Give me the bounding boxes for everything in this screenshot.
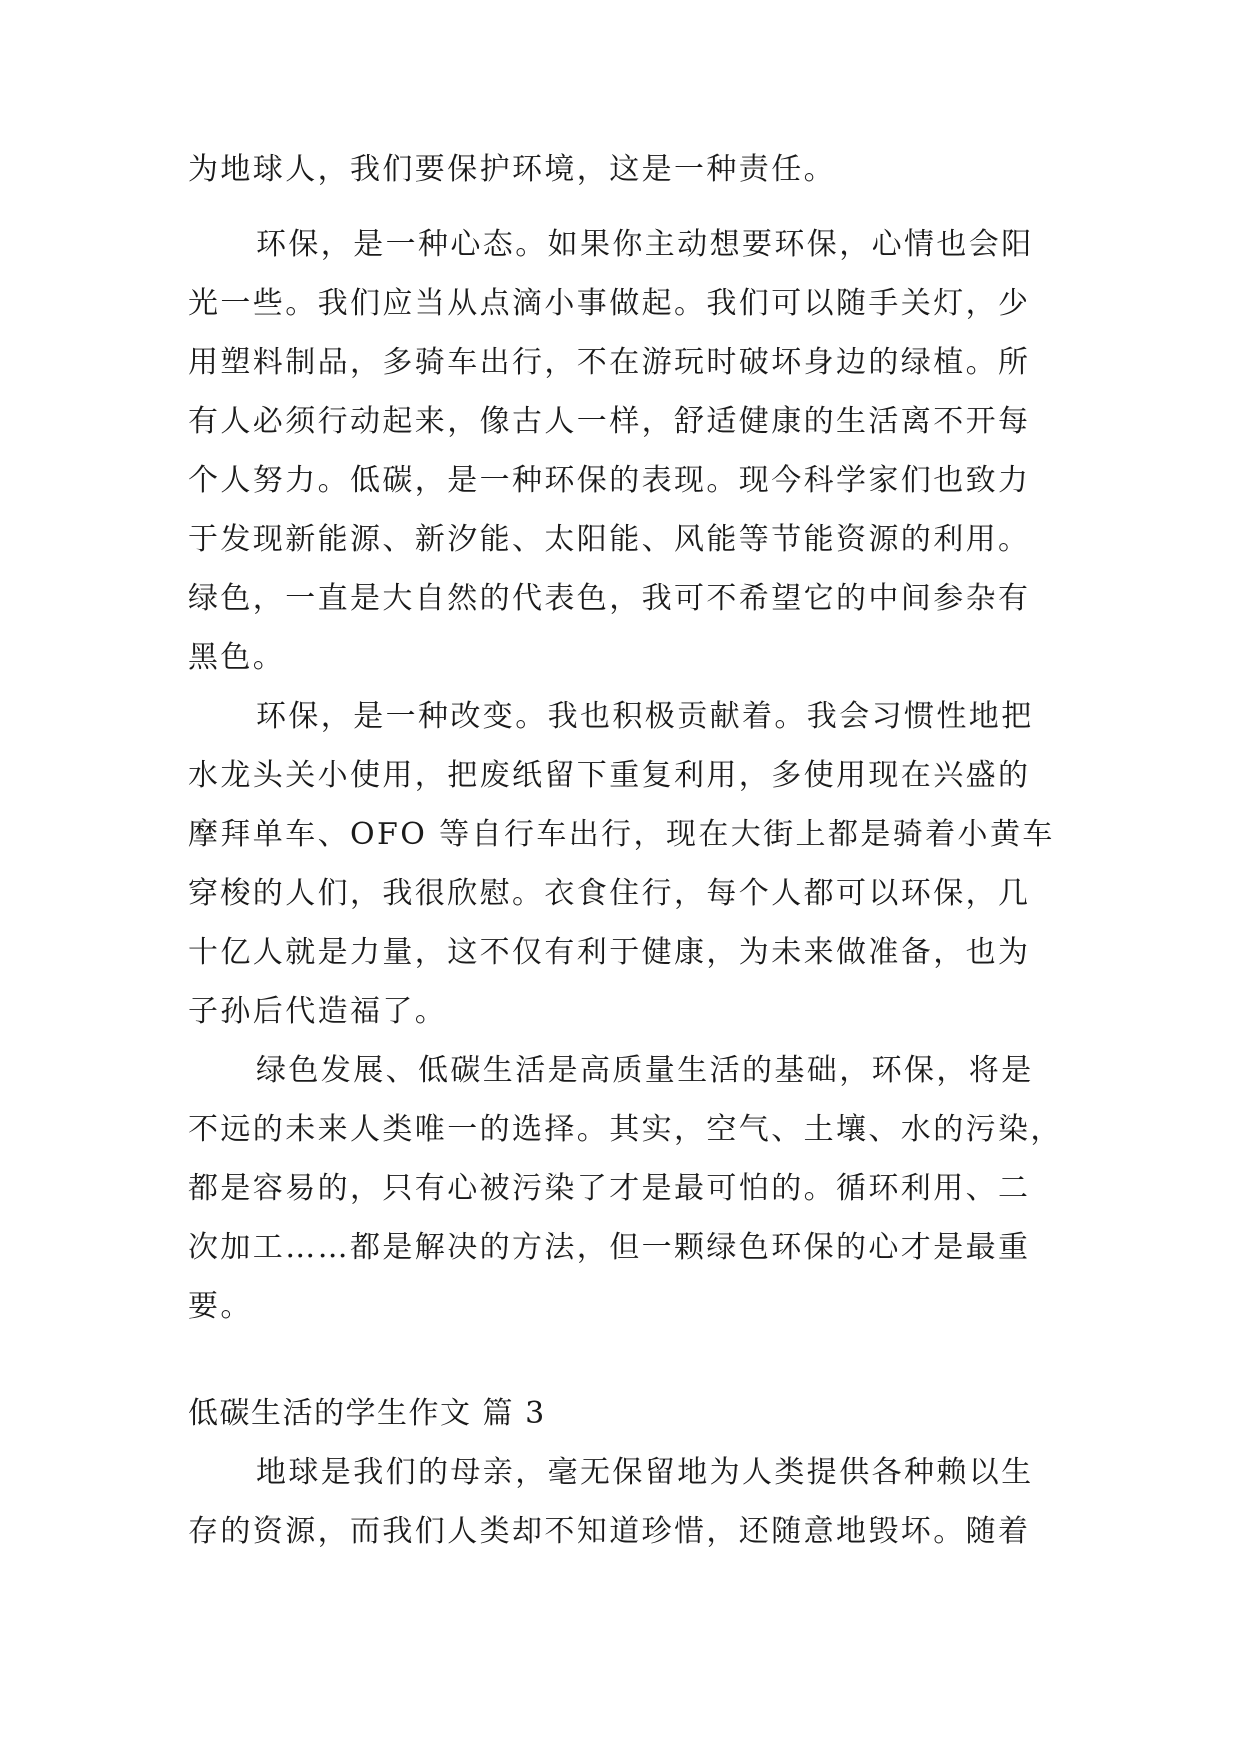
text-line: 子孙后代造福了。	[188, 994, 448, 1029]
text-line: 存的资源，而我们人类却不知道珍惜，还随意地毁坏。随着	[188, 1514, 1031, 1549]
text-line: 次加工……都是解决的方法，但一颗绿色环保的心才是最重	[188, 1230, 1031, 1265]
text-line: 绿色，一直是大自然的代表色，我可不希望它的中间参杂有	[188, 581, 1031, 616]
text-line: 个人努力。低碳，是一种环保的表现。现今科学家们也致力	[188, 463, 1031, 498]
text-line: 为地球人，我们要保护环境，这是一种责任。	[188, 152, 836, 187]
text-line: 穿梭的人们，我很欣慰。衣食住行，每个人都可以环保，几	[188, 876, 1031, 911]
text-line: 有人必须行动起来，像古人一样，舒适健康的生活离不开每	[188, 404, 1031, 439]
text-line: 摩拜单车、OFO 等自行车出行，现在大街上都是骑着小黄车	[188, 817, 1055, 852]
paragraph-first-line: 环保，是一种心态。如果你主动想要环保，心情也会阳	[256, 227, 1034, 262]
text-line: 都是容易的，只有心被污染了才是最可怕的。循环利用、二	[188, 1171, 1031, 1206]
text-line: 光一些。我们应当从点滴小事做起。我们可以随手关灯，少	[188, 286, 1031, 321]
section-heading: 低碳生活的学生作文 篇 3	[188, 1396, 546, 1431]
paragraph-first-line: 绿色发展、低碳生活是高质量生活的基础，环保，将是	[256, 1053, 1034, 1088]
paragraph-first-line: 地球是我们的母亲，毫无保留地为人类提供各种赖以生	[256, 1455, 1034, 1490]
text-line: 黑色。	[188, 640, 286, 675]
text-line: 十亿人就是力量，这不仅有利于健康，为未来做准备，也为	[188, 935, 1031, 970]
text-line: 水龙头关小使用，把废纸留下重复利用，多使用现在兴盛的	[188, 758, 1031, 793]
text-line: 用塑料制品，多骑车出行，不在游玩时破坏身边的绿植。所	[188, 345, 1031, 380]
text-line: 要。	[188, 1289, 253, 1324]
text-line: 于发现新能源、新汐能、太阳能、风能等节能资源的利用。	[188, 522, 1031, 557]
text-line: 不远的未来人类唯一的选择。其实，空气、土壤、水的污染，	[188, 1112, 1063, 1147]
paragraph-first-line: 环保，是一种改变。我也积极贡献着。我会习惯性地把	[256, 699, 1034, 734]
